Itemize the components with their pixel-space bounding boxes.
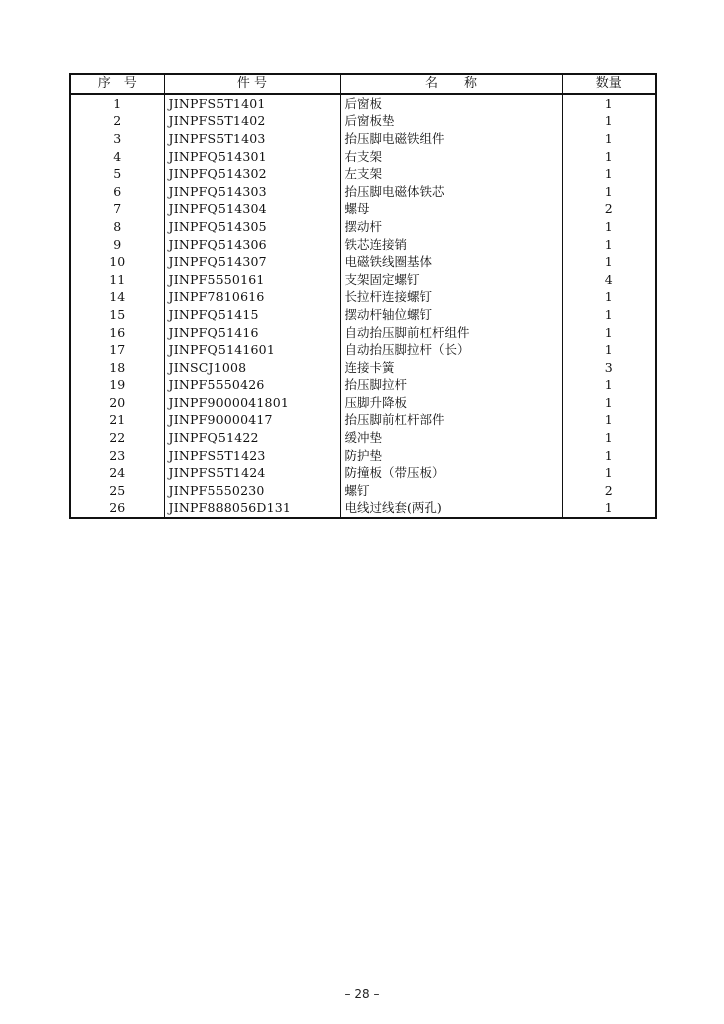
row-part-number: JINSCJ1008 [164,359,340,377]
row-part-number: JINPFQ514307 [164,253,340,271]
table-row [70,500,656,519]
row-seq: 8 [70,218,164,236]
row-quantity: 1 [604,183,613,199]
row-part-number: JINPF5550426 [164,377,340,395]
row-quantity: 1 [604,148,613,164]
row-quantity: 1 [604,377,613,393]
table-row [70,253,656,271]
row-name: 支架固定螺钉 [340,271,562,289]
row-name: 电线过线套(两孔) [340,500,562,519]
header-quantity: 数量 [562,74,656,94]
table-row [70,165,656,183]
row-seq: 11 [70,271,164,289]
table-row [70,341,656,359]
row-name: 后窗板垫 [340,113,562,131]
table-row [70,447,656,465]
table-row [70,183,656,201]
row-seq: 3 [70,130,164,148]
row-seq: 23 [70,447,164,465]
row-seq: 10 [70,253,164,271]
row-seq: 6 [70,183,164,201]
row-seq: 18 [70,359,164,377]
row-quantity: 1 [604,306,613,322]
parts-table [69,73,657,519]
row-name: 电磁铁线圈基体 [340,253,562,271]
row-part-number: JINPF7810616 [164,289,340,307]
row-seq: 19 [70,377,164,395]
row-quantity: 1 [604,324,613,340]
table-row [70,236,656,254]
header-seq: 序 号 [70,74,164,94]
row-name: 抬压脚前杠杆部件 [340,412,562,430]
row-part-number: JINPFQ514305 [164,218,340,236]
row-name: 螺母 [340,201,562,219]
row-quantity: 1 [604,342,613,358]
row-quantity: 1 [604,430,613,446]
row-part-number: JINPF888056D131 [164,500,340,519]
row-seq: 20 [70,394,164,412]
table-row [70,359,656,377]
row-quantity: 1 [604,447,613,463]
row-part-number: JINPFS5T1402 [164,113,340,131]
row-part-number: JINPFS5T1403 [164,130,340,148]
row-seq: 1 [70,94,164,113]
table-row [70,306,656,324]
row-seq: 21 [70,412,164,430]
row-quantity: 1 [604,236,613,252]
row-quantity: 1 [604,289,613,305]
row-seq: 9 [70,236,164,254]
table-row [70,94,656,113]
table-row [70,324,656,342]
row-seq: 24 [70,464,164,482]
table-row [70,201,656,219]
table-row [70,130,656,148]
table-row [70,412,656,430]
row-part-number: JINPFS5T1401 [164,94,340,113]
row-part-number: JINPFQ514303 [164,183,340,201]
row-seq: 16 [70,324,164,342]
row-quantity: 1 [604,500,613,516]
page-number: – 28 – [344,987,380,1001]
row-quantity: 1 [604,95,613,111]
row-seq: 4 [70,148,164,166]
row-quantity: 1 [604,218,613,234]
table-row [70,218,656,236]
row-part-number: JINPFQ51422 [164,429,340,447]
table-body [70,94,656,518]
header-part-number: 件 号 [164,74,340,94]
row-quantity: 1 [604,254,613,270]
row-part-number: JINPFQ514302 [164,165,340,183]
row-part-number: JINPF5550230 [164,482,340,500]
row-part-number: JINPFS5T1423 [164,447,340,465]
header-name: 名 称 [340,74,562,94]
row-name: 防撞板（带压板） [340,464,562,482]
row-name: 抬压脚电磁铁组件 [340,130,562,148]
row-name: 自动抬压脚前杠杆组件 [340,324,562,342]
row-seq: 26 [70,500,164,519]
row-part-number: JINPFQ514306 [164,236,340,254]
table-row [70,377,656,395]
row-quantity: 2 [604,201,613,217]
row-name: 后窗板 [340,94,562,113]
table-row [70,464,656,482]
row-part-number: JINPF9000041801 [164,394,340,412]
row-seq: 22 [70,429,164,447]
row-part-number: JINPF5550161 [164,271,340,289]
table-header-row [70,74,656,94]
row-name: 长拉杆连接螺钉 [340,289,562,307]
row-seq: 25 [70,482,164,500]
row-name: 连接卡簧 [340,359,562,377]
row-name: 铁芯连接销 [340,236,562,254]
row-quantity: 1 [604,130,613,146]
row-name: 左支架 [340,165,562,183]
row-quantity: 1 [604,412,613,428]
row-name: 抬压脚拉杆 [340,377,562,395]
table-row [70,113,656,131]
table-row [70,148,656,166]
row-seq: 5 [70,165,164,183]
row-seq: 7 [70,201,164,219]
row-quantity: 1 [604,394,613,410]
row-name: 防护垫 [340,447,562,465]
row-part-number: JINPFQ51415 [164,306,340,324]
row-seq: 17 [70,341,164,359]
row-name: 螺钉 [340,482,562,500]
table-row [70,394,656,412]
table-row [70,482,656,500]
row-quantity: 1 [604,113,613,129]
table-row [70,289,656,307]
table-row [70,271,656,289]
row-quantity: 4 [604,271,613,287]
row-name: 摆动杆轴位螺钉 [340,306,562,324]
row-part-number: JINPFQ5141601 [164,341,340,359]
row-part-number: JINPFQ51416 [164,324,340,342]
row-name: 缓冲垫 [340,429,562,447]
row-name: 压脚升降板 [340,394,562,412]
row-part-number: JINPFQ514304 [164,201,340,219]
row-quantity: 3 [604,359,613,375]
row-seq: 2 [70,113,164,131]
row-quantity: 2 [604,482,613,498]
row-name: 摆动杆 [340,218,562,236]
row-name: 自动抬压脚拉杆（长） [340,341,562,359]
row-name: 右支架 [340,148,562,166]
table-row [70,429,656,447]
row-seq: 15 [70,306,164,324]
row-quantity: 1 [604,166,613,182]
row-quantity: 1 [604,465,613,481]
row-name: 抬压脚电磁体铁芯 [340,183,562,201]
row-part-number: JINPFQ514301 [164,148,340,166]
row-part-number: JINPFS5T1424 [164,464,340,482]
row-part-number: JINPF90000417 [164,412,340,430]
row-seq: 14 [70,289,164,307]
